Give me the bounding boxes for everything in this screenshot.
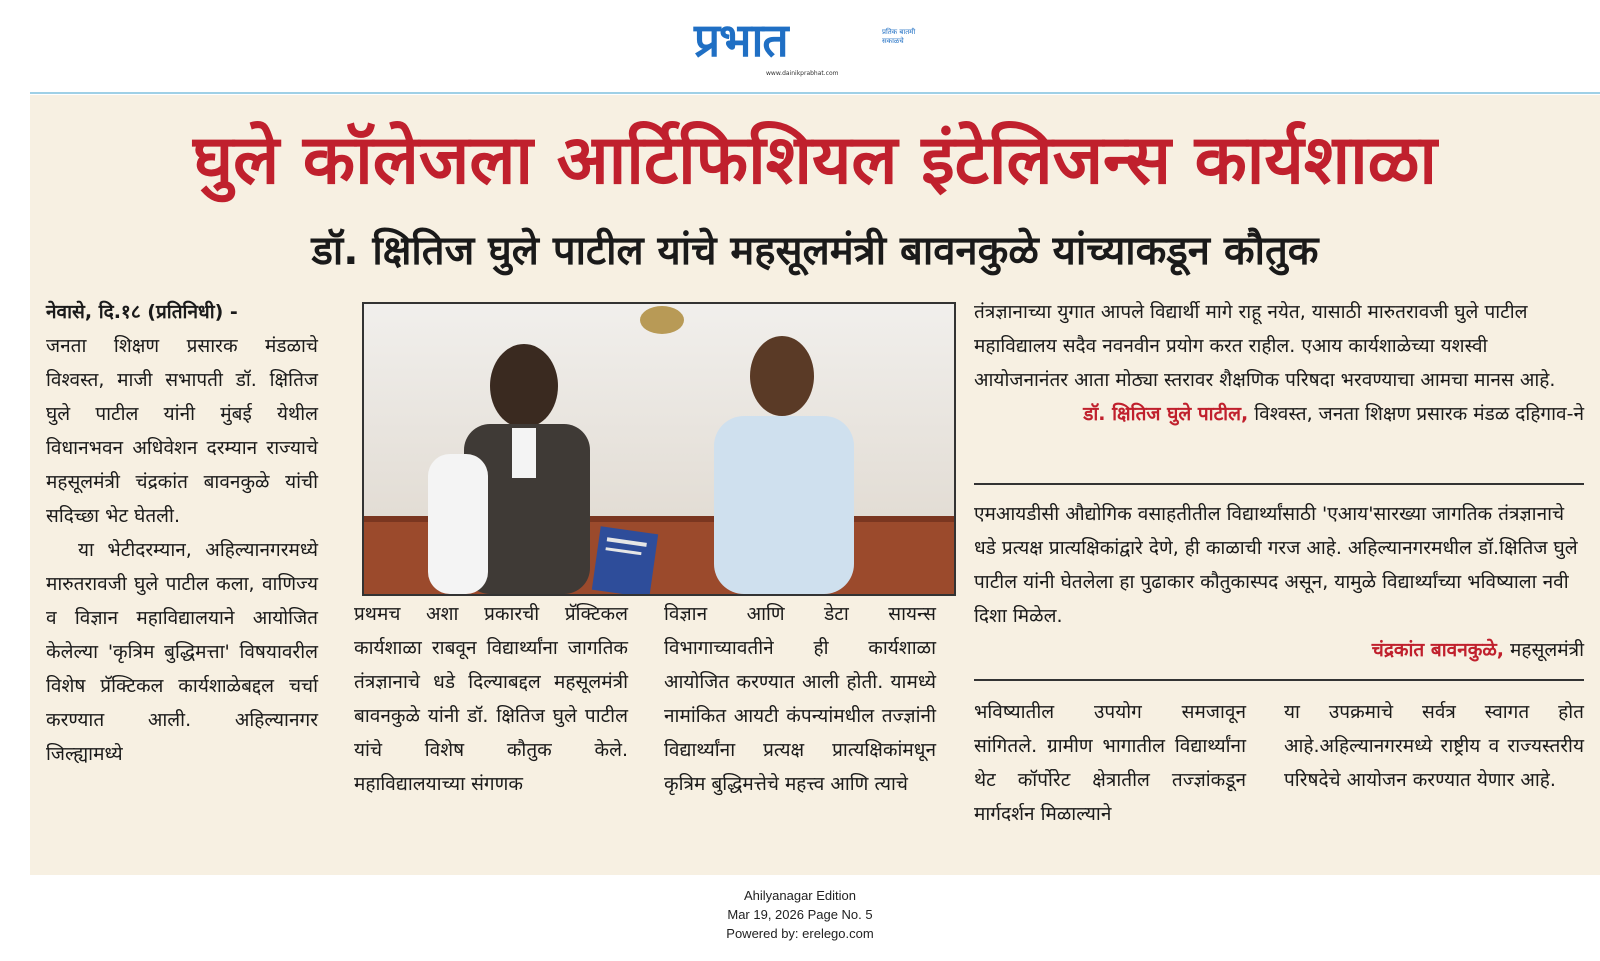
newspaper-logo[interactable] xyxy=(694,14,914,78)
paragraph: प्रथमच अशा प्रकारची प्रॅक्टिकल कार्यशाळा राबवून विद्यार्थ्यांना जागतिक तंत्रज्ञानाचे धडे दिल्याबद्दल महसूलमंत्री बावनकुळे यांनी डॉ. क्षितिज घुले पाटील यांचे विशेष कौतुक केले. महाविद्यालयाच्या संगणक xyxy=(354,603,628,795)
article-column-5 xyxy=(1284,695,1584,797)
quote-signature xyxy=(974,397,1584,431)
quote-author: डॉ. क्षितिज घुले पाटील, xyxy=(1083,403,1249,425)
quote-separator xyxy=(974,483,1584,485)
article-column-1 xyxy=(46,295,318,771)
paragraph: या उपक्रमाचे सर्वत्र स्वागत होत आहे.अहिल्यानगरमध्ये राष्ट्रीय व राज्यस्तरीय परिषदेचे आयोजन करण्यात येणार आहे. xyxy=(1284,701,1584,791)
powered-by-link[interactable]: Powered by: erelego.com xyxy=(726,926,874,941)
article-column-2 xyxy=(354,597,628,801)
quote-box-2 xyxy=(974,497,1584,667)
paragraph: विज्ञान आणि डेटा सायन्स विभागाच्यावतीने ही कार्यशाळा आयोजित करण्यात आली होती. यामध्ये नामांकित आयटी कंपन्यांमधील तज्ज्ञांनी विद्यार्थ्यांना प्रत्यक्ष प्रात्यक्षिकांमधून कृत्रिम बुद्धिमत्तेचे महत्त्व आणि त्याचे xyxy=(664,603,936,795)
quote-signature xyxy=(974,633,1584,667)
paragraph: भविष्यातील उपयोग समजावून सांगितले. ग्रामीण भागातील विद्यार्थ्यांना थेट कॉर्पोरेट क्षेत्रातील तज्ज्ञांकडून मार्गदर्शन मिळाल्याने xyxy=(974,701,1246,825)
quote-text: तंत्रज्ञानाच्या युगात आपले विद्यार्थी मागे राहू नयेत, यासाठी मारुतरावजी घुले पाटील महाविद्यालय सदैव नवनवीन प्रयोग करत राहील. एआय कार्यशाळेच्या यशस्वी आयोजनानंतर आता मोठ्या स्तरावर शैक्षणिक परिषदा भरवण्याचा आमचा मानस आहे. xyxy=(974,301,1556,391)
logo-tagline: प्रतिक बातमी सकाळचे xyxy=(882,28,916,45)
dateline: नेवासे, दि.१८ (प्रतिनिधी) - xyxy=(46,301,238,323)
paragraph: या भेटीदरम्यान, अहिल्यानगरमध्ये मारुतरावजी घुले पाटील कला, वाणिज्य व विज्ञान महाविद्यालयाने आयोजित केलेल्या 'कृत्रिम बुद्धिमत्ता' विषयावरील विशेष प्रॅक्टिकल कार्यशाळेबद्दल चर्चा करण्यात आली. अहिल्यानगर जिल्ह्यामध्ये xyxy=(46,539,318,765)
edition-date-page: Mar 19, 2026 Page No. 5 xyxy=(727,907,873,922)
edition-footer xyxy=(0,886,1600,943)
edition-name: Ahilyanagar Edition xyxy=(743,888,857,903)
quote-role: विश्वस्त, जनता शिक्षण प्रसारक मंडळ दहिगाव-ने xyxy=(1248,403,1584,425)
logo-wordmark: प्रभात xyxy=(694,13,788,67)
quote-text: एमआयडीसी औद्योगिक वसाहतीतील विद्यार्थ्यांसाठी 'एआय'सारख्या जागतिक तंत्रज्ञानाचे धडे प्रत्यक्ष प्रात्यक्षिकांद्वारे देणे, ही काळाची गरज आहे. अहिल्यानगरमधील डॉ.क्षितिज घुले पाटील यांनी घेतलेला हा पुढाकार कौतुकास्पद असून, यामुळे विद्यार्थ्यांच्या भविष्याला नवी दिशा मिळेल. xyxy=(974,503,1578,627)
photo-illustration xyxy=(364,304,954,594)
news-photo xyxy=(362,302,956,596)
quote-separator xyxy=(974,679,1584,681)
masthead-divider xyxy=(30,92,1600,94)
masthead xyxy=(0,0,1600,92)
article-column-4 xyxy=(974,695,1246,831)
headline: घुले कॉलेजला आर्टिफिशियल इंटेलिजन्स कार्यशाळा xyxy=(192,121,1438,200)
paragraph: जनता शिक्षण प्रसारक मंडळाचे विश्वस्त, माजी सभापती डॉ. क्षितिज घुले पाटील यांनी मुंबई येथील विधानभवन अधिवेशन दरम्यान राज्याचे महसूलमंत्री चंद्रकांत बावनकुळे यांची सदिच्छा भेट घेतली. xyxy=(46,335,318,527)
quote-box-1 xyxy=(974,295,1584,431)
quote-role: महसूलमंत्री xyxy=(1504,639,1584,661)
news-clipping xyxy=(30,95,1600,875)
quote-author: चंद्रकांत बावनकुळे, xyxy=(1371,639,1504,661)
logo-url: www.dainikprabhat.com xyxy=(766,70,839,77)
article-column-3 xyxy=(664,597,936,801)
subheadline: डॉ. क्षितिज घुले पाटील यांचे महसूलमंत्री बावनकुळे यांच्याकडून कौतुक xyxy=(311,228,1319,274)
